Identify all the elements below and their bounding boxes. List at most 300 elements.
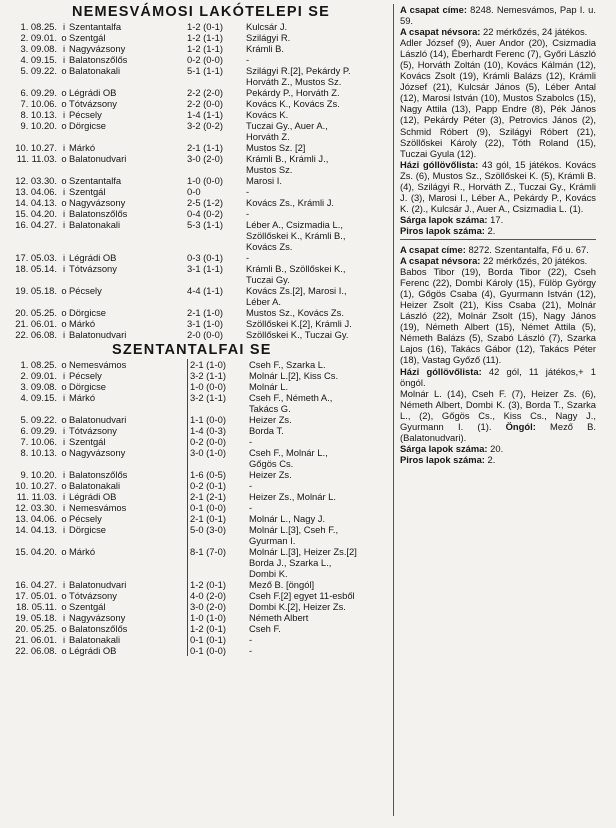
match-scorers — [246, 329, 382, 340]
team2-address: A csapat címe: 8272. Szentantalfa, Fő u. 67. — [400, 243, 589, 255]
match-row — [6, 307, 390, 318]
scorer-line: - — [246, 208, 250, 219]
match-score: 0-2 (0-0) — [187, 436, 249, 447]
match-opponent: Dörgicse — [69, 381, 106, 392]
match-home-away: o — [61, 546, 67, 557]
match-row — [6, 590, 390, 601]
scorer-line: Takács G. — [249, 403, 291, 414]
match-home-away: o — [61, 480, 67, 491]
match-scorers — [249, 590, 385, 601]
team2-scorers-list: Molnár L. (14), Cseh F. (7), Heizer Zs. (6), Németh Albert, Dombi K. (3), Borda T., Szarka L., (2), Gőgös Cs., Kiss Cs., Nagy J., Gyurmann I. (1). Öngól: Mező B. (Balatonudvari). — [400, 387, 597, 443]
match-home-away: i — [62, 469, 66, 480]
match-home-away: o — [61, 197, 67, 208]
match-opponent: Balatonudvari — [69, 153, 127, 164]
match-home-away: i — [62, 436, 66, 447]
match-opponent: Balatonakali — [69, 219, 121, 230]
match-opponent: Szentgál — [69, 186, 106, 197]
scorer-line: Kovács Zs. — [246, 241, 293, 252]
match-row — [6, 491, 390, 502]
match-row — [6, 252, 390, 263]
match-scorers — [249, 447, 385, 469]
match-scorers — [246, 21, 382, 32]
scorer-line: Borda T. — [249, 425, 284, 436]
match-number-date: 2. 09.01. — [20, 32, 57, 43]
match-home-away: i — [62, 186, 66, 197]
section-separator — [400, 239, 596, 240]
match-opponent: Szentantalfa — [69, 21, 122, 32]
match-score: 2-1 (1-0) — [187, 307, 223, 318]
scorer-line: Molnár L.[3], Cseh F., — [249, 524, 339, 535]
team2-red-cards: Piros lapok száma: 2. — [400, 453, 496, 465]
match-home-away: o — [61, 381, 67, 392]
match-score: 0-2 (0-0) — [187, 54, 223, 65]
match-row — [6, 469, 390, 480]
match-home-away: i — [62, 370, 66, 381]
match-home-away: i — [62, 612, 66, 623]
right-column — [400, 4, 596, 465]
match-opponent: Márkó — [69, 318, 96, 329]
match-number-date: 5. 09.22. — [20, 65, 57, 76]
match-row — [6, 392, 390, 414]
match-row — [6, 87, 390, 98]
match-scorers — [249, 480, 385, 491]
match-scorers — [249, 370, 385, 381]
match-row — [6, 601, 390, 612]
team1-title: NEMESVÁMOSI LAKÓTELEPI SE — [72, 4, 330, 20]
match-number-date: 16. 04.27. — [15, 219, 57, 230]
match-score: 0-0 — [187, 186, 201, 197]
scorer-line: Pekárdy P., Horváth Z. — [246, 87, 340, 98]
match-scorers — [249, 436, 385, 447]
scorer-line: Léber A., Csizmadia L., — [246, 219, 343, 230]
match-score: 2-2 (2-0) — [187, 87, 223, 98]
team1-players: Adler József (9), Auer Andor (20), Csizmadia László (14), Éberhardt Ferenc (7), Győri László (5), Horváth Zoltán (10), Kovács Kálmán (12), Kovács Zsolt (19), Krámli Balázs (12), Krámli József (21), Kulcsár János (5), Léber Antal (12), Marosi István (10), Mustos Szabolcs (15), Nagy Attila (13), Papp Endre (8), Pék János (12), Pekárdy Péter (3), Petrovics János (2), Schmid Róbert (9), Szilágyi Róbert (21), Szöllőskei Károly (22), Tóth Roland (15), Tuczai Gyula (12). — [400, 37, 596, 159]
match-opponent: Szentgál — [69, 601, 106, 612]
match-score: 0-1 (0-0) — [187, 645, 249, 656]
match-score: 0-3 (0-1) — [187, 252, 223, 263]
match-score: 3-0 (1-0) — [187, 447, 249, 469]
match-home-away: o — [61, 153, 67, 164]
scorer-line: Krámli B., Krámli J., — [246, 153, 329, 164]
match-row — [6, 623, 390, 634]
match-scorers — [246, 120, 382, 142]
match-opponent: Nagyvázsony — [69, 43, 126, 54]
team1-results — [6, 21, 390, 340]
match-scorers — [249, 546, 385, 579]
scorer-line: Kovács Zs., Krámli J. — [246, 197, 335, 208]
match-home-away: i — [62, 491, 66, 502]
match-number-date: 14. 04.13. — [15, 197, 57, 208]
team2-players: Babos Tibor (19), Borda Tibor (22), Cseh Ferenc (22), Dombi Károly (15), Fülöp György (1), Gőgös Csaba (4), Gyurmann István (12), Heizer Zsolt (21), Kiss Csaba (21), Molnár László (22), Molnár Zsolt (15), Nagy János (19), Németh Albert (15), Német Attila (5), Németh Balázs (5), Szabó László (7), Szarka Lajos (16), Takács Gábor (12), Takács Péter (18), Vastag Győző (11). — [400, 266, 596, 366]
match-number-date: 3. 09.08. — [20, 43, 57, 54]
team2-yellow-cards: Sárga lapok száma: 20. — [400, 442, 504, 454]
match-home-away: o — [61, 359, 67, 370]
scorer-line: Horváth Z. — [246, 131, 290, 142]
scorer-line: Tuczai Gy. — [246, 274, 290, 285]
match-row — [6, 414, 390, 425]
match-scorers — [246, 65, 382, 87]
match-number-date: 13. 04.06. — [15, 513, 57, 524]
match-opponent: Nagyvázsony — [69, 197, 126, 208]
scorer-line: - — [249, 436, 253, 447]
match-home-away: i — [62, 524, 66, 535]
match-number-date: 8. 10.13. — [20, 109, 57, 120]
match-score: 5-0 (3-0) — [187, 524, 249, 546]
match-row — [6, 98, 390, 109]
match-number-date: 17. 05.01. — [15, 590, 57, 601]
match-row — [6, 21, 390, 32]
left-column — [6, 4, 390, 656]
match-opponent: Nemesvámos — [69, 359, 127, 370]
match-number-date: 8. 10.13. — [20, 447, 57, 458]
match-row — [6, 263, 390, 285]
scorer-line: - — [246, 186, 250, 197]
match-opponent: Balatonakali — [69, 480, 121, 491]
match-opponent: Szentantalfa — [69, 175, 122, 186]
match-number-date: 15. 04.20. — [15, 208, 57, 219]
match-home-away: o — [61, 447, 67, 458]
team2-roster-heading: A csapat névsora: 22 mérkőzés, 20 játékos. — [400, 255, 588, 267]
match-scorers — [249, 392, 385, 414]
scorer-line: Mustos Sz. [2] — [246, 142, 306, 153]
match-home-away: i — [62, 329, 66, 340]
scorer-line: Cseh F., Molnár L., — [249, 447, 328, 458]
match-score: 3-0 (2-0) — [187, 601, 249, 612]
match-row — [6, 359, 390, 370]
match-opponent: Pécsely — [69, 370, 102, 381]
match-score: 8-1 (7-0) — [187, 546, 249, 579]
match-number-date: 11. 11.03. — [16, 491, 57, 502]
match-number-date: 1. 08.25. — [20, 359, 57, 370]
match-score: 3-0 (2-0) — [187, 153, 223, 164]
match-home-away: i — [62, 634, 66, 645]
match-number-date: 20. 05.25. — [15, 623, 57, 634]
match-opponent: Nemesvámos — [69, 502, 127, 513]
match-scorers — [249, 491, 385, 502]
scorer-line: Krámli B. — [246, 43, 285, 54]
match-opponent: Dörgicse — [69, 524, 106, 535]
match-home-away: o — [61, 601, 67, 612]
scorer-line: Kulcsár J. — [246, 21, 288, 32]
match-number-date: 1. 08.25. — [20, 21, 57, 32]
match-opponent: Légrádi OB — [69, 491, 117, 502]
match-row — [6, 436, 390, 447]
match-row — [6, 197, 390, 208]
scorer-line: Kovács Zs.[2], Marosi I., — [246, 285, 347, 296]
team1-roster-heading: A csapat névsora: 22 mérkőzés, 24 játékos. — [400, 26, 588, 38]
match-row — [6, 645, 390, 656]
match-score: 1-2 (0-1) — [187, 623, 249, 634]
scorer-line: Cseh F., Szarka L. — [249, 359, 326, 370]
match-home-away: i — [62, 425, 66, 436]
match-row — [6, 175, 390, 186]
match-home-away: i — [62, 43, 66, 54]
match-score: 0-1 (0-0) — [187, 502, 249, 513]
match-scorers — [249, 414, 385, 425]
match-home-away: o — [61, 87, 67, 98]
match-scorers — [249, 645, 385, 656]
match-number-date: 13. 04.06. — [15, 186, 57, 197]
match-scorers — [246, 43, 382, 54]
match-scorers — [246, 32, 382, 43]
match-opponent: Balatonszőlős — [69, 208, 128, 219]
match-number-date: 18. 05.14. — [15, 263, 57, 274]
match-score: 2-5 (1-2) — [187, 197, 223, 208]
match-number-date: 11. 11.03. — [16, 153, 57, 164]
match-scorers — [249, 623, 385, 634]
match-opponent: Tótvázsony — [69, 98, 117, 109]
match-row — [6, 546, 390, 579]
scorer-line: - — [249, 502, 253, 513]
match-home-away: o — [61, 120, 67, 131]
match-row — [6, 318, 390, 329]
match-scorers — [249, 513, 385, 524]
scorer-line: Cseh F.[2] egyet 11-esből — [249, 590, 355, 601]
match-opponent: Balatonudvari — [69, 579, 127, 590]
match-number-date: 18. 05.11. — [15, 601, 57, 612]
match-number-date: 14. 04.13. — [15, 524, 57, 535]
scorer-line: Szilágyi R. — [246, 32, 291, 43]
scorer-line: Mező B. [öngól] — [249, 579, 315, 590]
match-home-away: o — [61, 590, 67, 601]
match-opponent: Nagyvázsony — [69, 447, 126, 458]
match-number-date: 10. 10.27. — [15, 480, 57, 491]
match-score: 2-1 (1-1) — [187, 142, 223, 153]
team2-title: SZENTANTALFAI SE — [112, 342, 272, 358]
match-scorers — [246, 153, 382, 175]
team1-scorers: Házi góllövőlista: 43 gól, 15 játékos. Kovács Zs. (6), Mustos Sz., Szöllőskei K. (5), Krámli B. (4), Szilágyi R., Horváth Z., Tuczai Gy., Krámli J. (3), Marosi I., Léber A., Pekárdy P., Kovács K. (2)., Kulcsár J., Auer A., Csizmadia L. (1). — [400, 158, 596, 214]
scorer-line: Gyurman I. — [249, 535, 296, 546]
match-scorers — [246, 208, 382, 219]
match-home-away: o — [61, 513, 67, 524]
match-opponent: Tótvázsony — [69, 425, 117, 436]
match-home-away: o — [61, 645, 67, 656]
match-home-away: i — [62, 579, 66, 590]
match-number-date: 15. 04.20. — [15, 546, 57, 557]
match-score: 3-2 (1-1) — [187, 370, 249, 381]
match-score: 1-2 (0-1) — [187, 579, 249, 590]
scorer-line: Cseh F., Németh A., — [249, 392, 333, 403]
match-home-away: i — [62, 392, 66, 403]
match-score: 1-2 (1-1) — [187, 43, 223, 54]
match-scorers — [246, 54, 382, 65]
match-score: 4-0 (2-0) — [187, 590, 249, 601]
match-number-date: 21. 06.01. — [15, 318, 57, 329]
scorer-line: Gőgös Cs. — [249, 458, 294, 469]
match-scorers — [246, 98, 382, 109]
match-scorers — [249, 425, 385, 436]
match-number-date: 21. 06.01. — [15, 634, 57, 645]
match-number-date: 5. 09.22. — [20, 414, 57, 425]
match-opponent: Légrádi OB — [69, 252, 117, 263]
match-row — [6, 32, 390, 43]
match-score: 5-1 (1-1) — [187, 65, 223, 76]
match-number-date: 22. 06.08. — [15, 645, 57, 656]
match-row — [6, 186, 390, 197]
match-number-date: 6. 09.29. — [20, 87, 57, 98]
match-home-away: i — [62, 142, 66, 153]
match-row — [6, 120, 390, 142]
match-row — [6, 370, 390, 381]
match-number-date: 6. 09.29. — [20, 425, 57, 436]
scorer-line: Tuczai Gy., Auer A., — [246, 120, 328, 131]
match-row — [6, 480, 390, 491]
match-scorers — [249, 381, 385, 392]
match-home-away: o — [61, 65, 67, 76]
match-score: 2-1 (2-1) — [187, 491, 249, 502]
match-score: 1-2 (0-1) — [187, 21, 223, 32]
match-opponent: Szentgál — [69, 436, 106, 447]
match-score: 1-0 (0-0) — [187, 381, 249, 392]
match-row — [6, 634, 390, 645]
match-opponent: Balatonudvari — [69, 414, 127, 425]
match-opponent: Nagyvázsony — [69, 612, 126, 623]
match-scorers — [246, 87, 382, 98]
match-opponent: Márkó — [69, 392, 96, 403]
match-score: 2-2 (0-0) — [187, 98, 223, 109]
match-number-date: 10. 10.27. — [15, 142, 57, 153]
match-number-date: 3. 09.08. — [20, 381, 57, 392]
scorer-line: Krámli B., Szöllőskei K., — [246, 263, 346, 274]
match-score: 3-1 (1-1) — [187, 263, 223, 274]
match-score: 2-1 (0-1) — [187, 513, 249, 524]
match-scorers — [246, 219, 382, 252]
match-number-date: 2. 09.01. — [20, 370, 57, 381]
match-opponent: Légrádi OB — [69, 87, 117, 98]
match-opponent: Tótvázsony — [69, 263, 117, 274]
match-row — [6, 43, 390, 54]
match-home-away: o — [61, 98, 67, 109]
match-scorers — [246, 186, 382, 197]
match-opponent: Dörgicse — [69, 120, 106, 131]
match-score: 3-1 (1-0) — [187, 318, 223, 329]
match-scorers — [246, 252, 382, 263]
match-home-away: o — [61, 318, 67, 329]
match-number-date: 16. 04.27. — [15, 579, 57, 590]
match-opponent: Balatonudvari — [69, 329, 127, 340]
match-score: 1-2 (1-1) — [187, 32, 223, 43]
match-row — [6, 65, 390, 87]
match-scorers — [249, 612, 385, 623]
scorer-line: Kovács K. — [246, 109, 289, 120]
match-row — [6, 285, 390, 307]
match-opponent: Pécsely — [69, 513, 102, 524]
match-score: 4-4 (1-1) — [187, 285, 223, 296]
match-opponent: Balatonszőlős — [69, 469, 128, 480]
match-home-away: i — [62, 54, 66, 65]
match-scorers — [246, 285, 382, 307]
match-scorers — [249, 469, 385, 480]
match-opponent: Márkó — [69, 546, 96, 557]
match-home-away: o — [61, 285, 67, 296]
scorer-line: Kovács K., Kovács Zs. — [246, 98, 340, 109]
match-home-away: i — [62, 263, 66, 274]
scorer-line: - — [246, 252, 250, 263]
match-row — [6, 109, 390, 120]
scorer-line: Szilágyi R.[2], Pekárdy P. — [246, 65, 351, 76]
scorer-line: Mustos Sz. — [246, 164, 293, 175]
match-score: 1-4 (0-3) — [187, 425, 249, 436]
match-home-away: i — [62, 109, 66, 120]
match-number-date: 12. 03.30. — [15, 502, 57, 513]
match-scorers — [249, 524, 385, 546]
match-opponent: Tótvázsony — [69, 590, 117, 601]
match-number-date: 19. 05.18. — [15, 612, 57, 623]
scorer-line: - — [249, 645, 253, 656]
scorer-line: Heizer Zs., Molnár L. — [249, 491, 337, 502]
match-row — [6, 54, 390, 65]
match-opponent: Balatonszőlős — [69, 54, 128, 65]
match-home-away: i — [62, 208, 66, 219]
match-row — [6, 513, 390, 524]
match-scorers — [246, 318, 382, 329]
match-number-date: 4. 09.15. — [20, 54, 57, 65]
match-number-date: 22. 06.08. — [15, 329, 57, 340]
match-score: 0-2 (0-1) — [187, 480, 249, 491]
match-opponent: Balatonszőlős — [69, 623, 128, 634]
scorer-line: Németh Albert — [249, 612, 309, 623]
match-score: 1-4 (1-1) — [187, 109, 223, 120]
match-number-date: 12. 03.30. — [15, 175, 57, 186]
match-scorers — [249, 579, 385, 590]
match-row — [6, 612, 390, 623]
match-score: 2-1 (1-0) — [187, 359, 249, 370]
team2-scorers: Házi góllövőlista: 42 gól, 11 játékos,+ 1 öngól. — [400, 365, 597, 388]
team2-results — [6, 359, 390, 656]
match-score: 3-2 (0-2) — [187, 120, 223, 131]
match-opponent: Pécsely — [69, 285, 102, 296]
scorer-line: Léber A. — [246, 296, 281, 307]
match-home-away: o — [61, 32, 67, 43]
match-number-date: 7. 10.06. — [20, 98, 57, 109]
match-opponent: Szentgál — [69, 32, 106, 43]
match-score: 1-0 (1-0) — [187, 612, 249, 623]
match-row — [6, 447, 390, 469]
match-row — [6, 502, 390, 513]
match-scorers — [249, 601, 385, 612]
scorer-line: Heizer Zs. — [249, 469, 292, 480]
match-home-away: o — [61, 175, 67, 186]
match-row — [6, 142, 390, 153]
match-score: 2-0 (0-0) — [187, 329, 223, 340]
scorer-line: Borda J., Szarka L., — [249, 557, 332, 568]
scorer-line: - — [246, 54, 250, 65]
match-row — [6, 579, 390, 590]
scorer-line: Horváth Z., Mustos Sz. — [246, 76, 342, 87]
match-home-away: i — [62, 252, 66, 263]
match-home-away: i — [62, 502, 66, 513]
match-scorers — [249, 634, 385, 645]
team1-yellow-cards: Sárga lapok száma: 17. — [400, 213, 504, 225]
match-scorers — [249, 359, 385, 370]
scorer-line: Cseh F. — [249, 623, 281, 634]
scorer-line: Marosi I. — [246, 175, 282, 186]
match-score: 3-2 (1-1) — [187, 392, 249, 414]
match-row — [6, 425, 390, 436]
match-scorers — [246, 109, 382, 120]
match-number-date: 17. 05.03. — [15, 252, 57, 263]
team1-red-cards: Piros lapok száma: 2. — [400, 224, 496, 236]
match-scorers — [246, 263, 382, 285]
match-number-date: 4. 09.15. — [20, 392, 57, 403]
scorer-line: - — [249, 480, 253, 491]
match-row — [6, 153, 390, 175]
scorer-line: Szöllőskei K., Tuczai Gy. — [246, 329, 349, 340]
match-home-away: o — [61, 414, 67, 425]
match-opponent: Márkó — [69, 142, 96, 153]
scorer-line: Dombi K. — [249, 568, 288, 579]
team1-address: A csapat címe: 8248. Nemesvámos, Pap I. u. 59. — [400, 4, 596, 27]
